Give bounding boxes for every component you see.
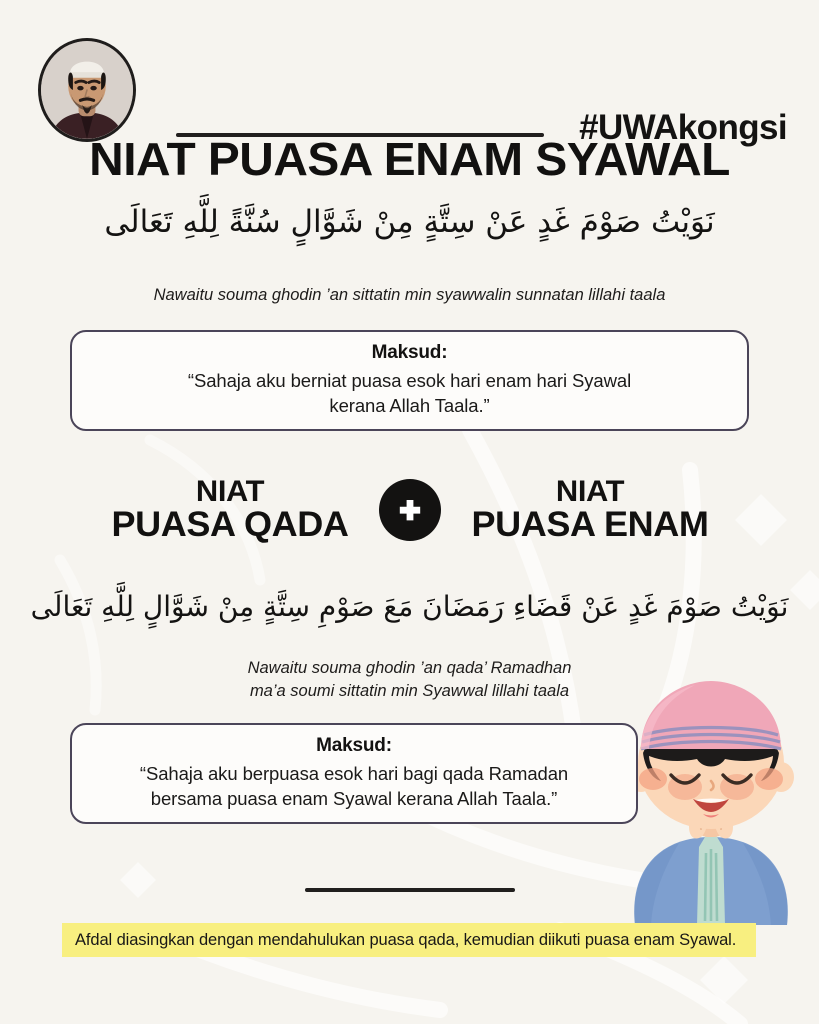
blush-right xyxy=(755,768,783,790)
transliteration-line-1: Nawaitu souma ghodin ’an qada’ Ramadhan xyxy=(247,659,572,677)
combine-row xyxy=(0,465,819,555)
footer-note xyxy=(62,923,756,957)
footer-note-text: Afdal diasingkan dengan mendahulukan puasa qada, kemudian diikuti puasa enam Syawal. xyxy=(75,930,737,949)
plus-glyph xyxy=(393,493,427,527)
bottom-divider xyxy=(305,888,515,892)
maksud-label: Maksud: xyxy=(316,735,392,757)
combine-left-label xyxy=(111,474,348,545)
avatar-portrait-icon xyxy=(41,41,133,139)
avatar xyxy=(38,38,136,142)
plus-icon xyxy=(379,479,441,541)
combine-right-top: NIAT xyxy=(555,474,624,508)
page-title: NIAT PUASA ENAM SYAWAL xyxy=(89,133,730,185)
arabic-niat-puasa-enam: نَوَيْتُ صَوْمَ غَدٍ عَنْ سِتَّةٍ مِنْ شَوَّالٍ سُنَّةً لِلَّهِ تَعَالَى xyxy=(104,204,715,240)
maksud-text xyxy=(140,762,568,811)
hashtag-label: #UWAkongsi xyxy=(579,108,787,147)
arabic-niat-qada-dan-enam: نَوَيْتُ صَوْمَ غَدٍ عَنْ قَضَاءِ رَمَضَانَ مَعَ صَوْمِ سِتَّةٍ مِنْ شَوَّالٍ لِلَّهِ تَعَالَى xyxy=(30,590,789,623)
maksud-box-two xyxy=(70,723,638,824)
combine-left-bottom: PUASA QADA xyxy=(111,505,348,545)
transliteration-line-2: ma’a soumi sittatin min Syawwal lillahi taala xyxy=(249,681,570,700)
maksud-box-one xyxy=(70,330,749,431)
transliteration-niat-qada-dan-enam xyxy=(0,657,819,703)
combine-left-top: NIAT xyxy=(195,474,264,508)
combine-right-bottom: PUASA ENAM xyxy=(471,505,708,545)
maksud-line-1: “Sahaja aku berniat puasa esok hari enam hari Syawal xyxy=(187,370,632,392)
maksud-line-2: kerana Allah Taala.” xyxy=(329,395,490,416)
blush-left xyxy=(639,768,667,790)
maksud-text xyxy=(188,369,631,418)
transliteration-niat-puasa-enam: Nawaitu souma ghodin ’an sittatin min syawwalin sunnatan lillahi taala xyxy=(153,286,666,304)
maksud-line-2: bersama puasa enam Syawal kerana Allah Taala.” xyxy=(150,788,558,809)
maksud-label: Maksud: xyxy=(371,342,448,364)
combine-right-label xyxy=(471,474,708,545)
maksud-line-1: “Sahaja aku berpuasa esok hari bagi qada Ramadan xyxy=(139,763,569,785)
